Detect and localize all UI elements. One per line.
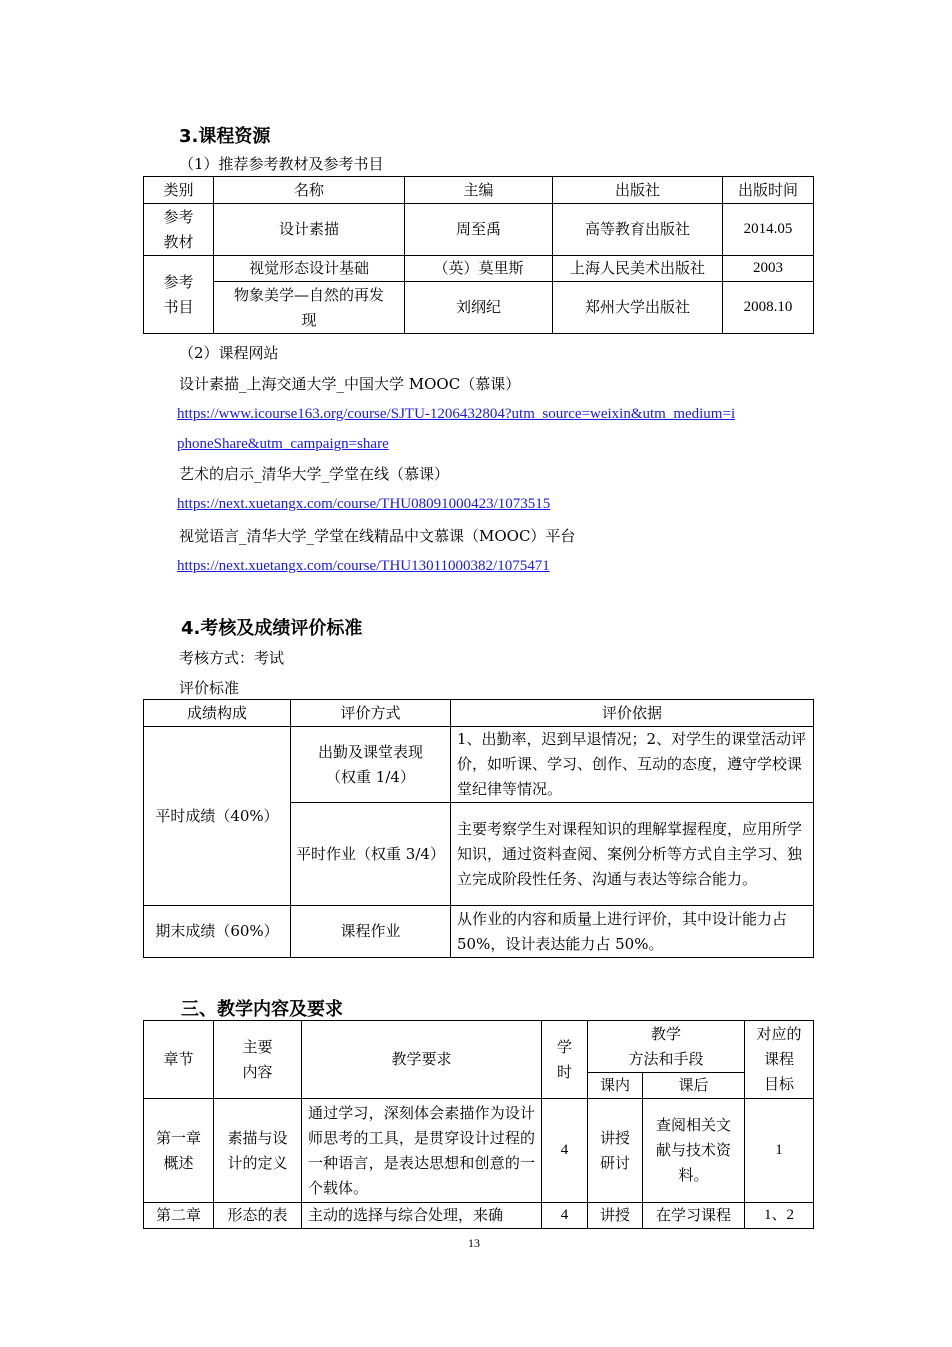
teaching-content-title: 三、教学内容及要求 xyxy=(181,999,343,1020)
header-teaching-method: 教学 方法和手段 xyxy=(588,1021,745,1073)
site1-link-continued[interactable]: phoneShare&utm_campaign=share xyxy=(177,436,389,452)
site2-name: 艺术的启示_清华大学_学堂在线（慕课） xyxy=(179,465,450,483)
site3-name: 视觉语言_清华大学_学堂在线精品中文慕课（MOOC）平台 xyxy=(179,527,576,545)
header-course-goal: 对应的 课程 目标 xyxy=(745,1021,814,1099)
after-class-cell: 查阅相关文 献与技术资 料。 xyxy=(643,1099,745,1203)
in-class-cell: 讲授 研讨 xyxy=(588,1099,643,1203)
header-editor: 主编 xyxy=(405,177,553,204)
homework-basis: 主要考察学生对课程知识的理解掌握程度，应用所学知识，通过资料查阅、案例分析等方式自主学习、独立完成阶段性任务、沟通与表达等综合能力。 xyxy=(451,803,814,906)
chapter-cell: 第一章 概述 xyxy=(144,1099,214,1203)
category-reference: 参考 书目 xyxy=(144,256,214,334)
final-method: 课程作业 xyxy=(291,906,451,958)
chapter-cell: 第二章 xyxy=(144,1203,214,1229)
book-publisher: 上海人民美术出版社 xyxy=(553,256,723,282)
homework-method: 平时作业（权重 3/4） xyxy=(291,803,451,906)
header-date: 出版时间 xyxy=(723,177,814,204)
header-hours: 学 时 xyxy=(542,1021,588,1099)
header-category: 类别 xyxy=(144,177,214,204)
book-editor: 刘纲纪 xyxy=(405,282,553,334)
header-basis: 评价依据 xyxy=(451,700,814,727)
goal-cell: 1 xyxy=(745,1099,814,1203)
site1-link[interactable]: https://www.icourse163.org/course/SJTU-1206432804?utm_source=weixin&utm_medium=i xyxy=(177,406,736,422)
site2-link[interactable]: https://next.xuetangx.com/course/THU08091000423/1073515 xyxy=(177,496,551,512)
teaching-content-table xyxy=(143,1020,814,1229)
content-cell: 形态的表 xyxy=(214,1203,302,1229)
book-publisher: 高等教育出版社 xyxy=(553,204,723,256)
in-class-cell: 讲授 xyxy=(588,1203,643,1229)
hours-cell: 4 xyxy=(542,1099,588,1203)
attendance-basis: 1、出勤率，迟到早退情况；2、对学生的课堂活动评价，如听课、学习、创作、互动的态度，遵守学校课堂纪律等情况。 xyxy=(451,727,814,803)
header-content: 主要 内容 xyxy=(214,1021,302,1099)
regular-grade: 平时成绩（40%） xyxy=(144,727,291,906)
course-websites-subtitle: （2）课程网站 xyxy=(179,344,279,362)
book-name: 设计素描 xyxy=(214,204,405,256)
header-requirements: 教学要求 xyxy=(302,1021,542,1099)
page-number: 13 xyxy=(468,1236,480,1250)
hours-cell: 4 xyxy=(542,1203,588,1229)
final-basis: 从作业的内容和质量上进行评价，其中设计能力占 50%，设计表达能力占 50%。 xyxy=(451,906,814,958)
goal-cell: 1、2 xyxy=(745,1203,814,1229)
book-name: 物象美学—自然的再发 现 xyxy=(214,282,405,334)
requirement-cell: 主动的选择与综合处理，来确 xyxy=(302,1203,542,1229)
grading-table xyxy=(143,699,814,958)
header-chapter: 章节 xyxy=(144,1021,214,1099)
section4-title: 4.考核及成绩评价标准 xyxy=(181,618,363,639)
header-name: 名称 xyxy=(214,177,405,204)
requirement-cell: 通过学习，深刻体会素描作为设计师思考的工具，是贯穿设计过程的一种语言，是表达思想和创意的一个载体。 xyxy=(302,1099,542,1203)
book-date: 2008.10 xyxy=(723,282,814,334)
criteria-label: 评价标准 xyxy=(179,679,240,697)
header-publisher: 出版社 xyxy=(553,177,723,204)
section3-title: 3.课程资源 xyxy=(179,126,271,147)
book-date: 2014.05 xyxy=(723,204,814,256)
header-method: 评价方式 xyxy=(291,700,451,727)
reference-books-subtitle: （1）推荐参考教材及参考书目 xyxy=(179,155,384,173)
book-name: 视觉形态设计基础 xyxy=(214,256,405,282)
after-class-cell: 在学习课程 xyxy=(643,1203,745,1229)
book-editor: （英）莫里斯 xyxy=(405,256,553,282)
exam-method: 考核方式：考试 xyxy=(179,649,285,667)
book-editor: 周至禹 xyxy=(405,204,553,256)
header-composition: 成绩构成 xyxy=(144,700,291,727)
header-in-class: 课内 xyxy=(588,1073,643,1099)
final-grade: 期末成绩（60%） xyxy=(144,906,291,958)
reference-books-table xyxy=(143,176,814,334)
site3-link[interactable]: https://next.xuetangx.com/course/THU13011000382/1075471 xyxy=(177,558,550,574)
header-after-class: 课后 xyxy=(643,1073,745,1099)
attendance-method: 出勤及课堂表现 （权重 1/4） xyxy=(291,727,451,803)
category-textbook: 参考 教材 xyxy=(144,204,214,256)
book-date: 2003 xyxy=(723,256,814,282)
site1-name: 设计素描_上海交通大学_中国大学 MOOC（慕课） xyxy=(179,375,521,393)
content-cell: 素描与设 计的定义 xyxy=(214,1099,302,1203)
book-publisher: 郑州大学出版社 xyxy=(553,282,723,334)
